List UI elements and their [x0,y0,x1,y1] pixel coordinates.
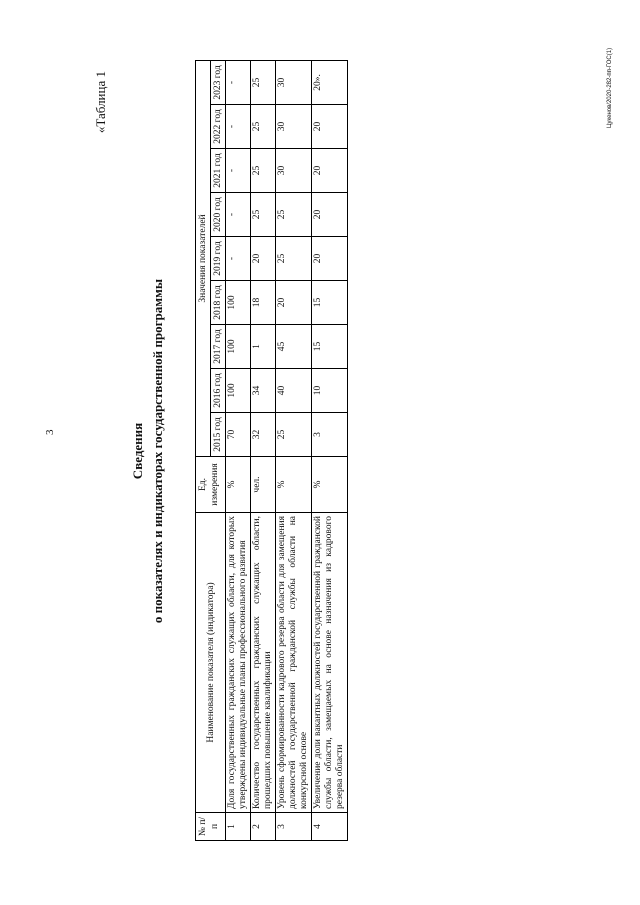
row-value: 1 [251,325,276,369]
table-label: «Таблица 1 [93,71,108,134]
year-header: 2020 год [211,193,226,237]
year-header: 2017 год [211,325,226,369]
row-unit: % [276,457,312,513]
row-value: 25 [276,237,312,281]
row-value: 25 [251,149,276,193]
table-row [312,60,348,840]
row-name: Уровень сформированности кадрового резерва области для замещения должностей государственной гражданской службы области на конкурсной основе [276,513,312,813]
row-value: 20». [312,60,348,104]
header-row [196,60,211,840]
row-value: 70 [226,413,251,457]
row-value: 25 [276,413,312,457]
rotated-content [93,61,533,841]
row-num: 1 [226,813,251,841]
table-row [276,60,312,840]
row-value: - [226,149,251,193]
row-value: 10 [312,369,348,413]
row-value: 20 [251,237,276,281]
row-value: 25 [251,60,276,104]
col-header-unit: Ед. измерения [196,457,226,513]
year-header: 2023 год [211,60,226,104]
row-value: 20 [312,105,348,149]
year-header: 2021 год [211,149,226,193]
table-row [226,60,251,840]
col-header-num: № п/п [196,813,226,841]
row-value: 45 [276,325,312,369]
row-name: Доля государственных гражданских служащих области, для которых утверждены индивидуальные планы профессионального развития [226,513,251,813]
year-header: 2019 год [211,237,226,281]
indicators-table [195,60,348,841]
row-value: - [226,237,251,281]
row-value: 20 [312,237,348,281]
row-value: 3 [312,413,348,457]
year-header: 2022 год [211,105,226,149]
row-value: 30 [276,149,312,193]
row-value: 40 [276,369,312,413]
row-num: 4 [312,813,348,841]
row-value: 30 [276,105,312,149]
document-code: Цукенов/2020-282-пп-ГОС(1) [607,47,613,128]
row-value: - [226,105,251,149]
row-value: 100 [226,325,251,369]
row-value: - [226,60,251,104]
page-number: 3 [44,429,56,435]
row-value: 15 [312,281,348,325]
table-row [251,60,276,840]
year-header: 2015 год [211,413,226,457]
heading-subtitle: о показателях и индикаторах государственной программы [150,278,165,624]
heading-title: Сведения [130,422,145,480]
row-value: - [226,193,251,237]
year-header: 2016 год [211,369,226,413]
row-value: 32 [251,413,276,457]
col-header-values: Значения показателей [196,60,211,456]
row-num: 2 [251,813,276,841]
row-value: 20 [276,281,312,325]
row-value: 25 [251,105,276,149]
row-value: 100 [226,281,251,325]
row-value: 100 [226,369,251,413]
row-value: 20 [312,149,348,193]
row-name: Количество государственных гражданских служащих области, прошедших повышение квалификации [251,513,276,813]
row-name: Увеличение доли вакантных должностей государственной гражданской службы области, замещаемых на основе назначения из кадрового резерва области [312,513,348,813]
row-unit: чел. [251,457,276,513]
row-value: 25 [251,193,276,237]
row-unit: % [312,457,348,513]
row-value: 18 [251,281,276,325]
row-value: 34 [251,369,276,413]
row-value: 15 [312,325,348,369]
row-value: 30 [276,60,312,104]
row-unit: % [226,457,251,513]
row-value: 25 [276,193,312,237]
row-value: 20 [312,193,348,237]
year-header: 2018 год [211,281,226,325]
row-num: 3 [276,813,312,841]
col-header-name: Наименование показателя (индикатора) [196,513,226,813]
